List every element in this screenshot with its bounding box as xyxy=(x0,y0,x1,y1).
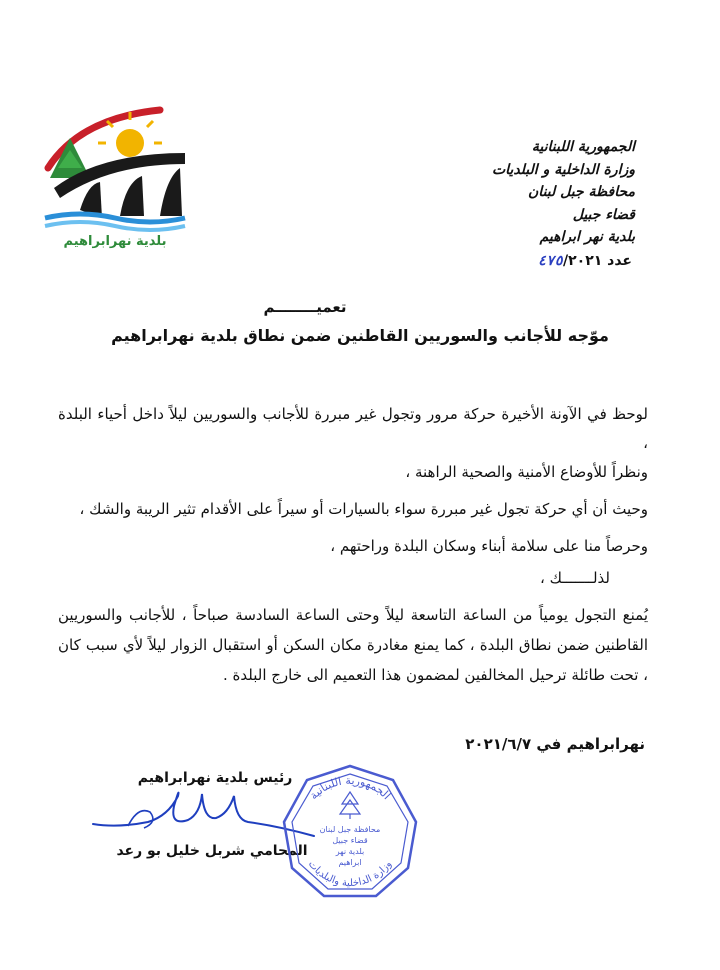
stamp-line: ابراهيم xyxy=(338,858,362,867)
stamp-ring-bottom: وزارة الداخلية والبلديات xyxy=(305,858,395,890)
reference-value: ٤٧٥ xyxy=(537,253,563,269)
stamp-line: بلدية نهر xyxy=(335,847,365,856)
header-line: الجمهورية اللبنانية xyxy=(531,139,635,155)
date-line: نهرابراهيم في ٢٠٢١/٦/٧ xyxy=(465,735,645,753)
document-title: تعميــــــــم xyxy=(263,298,347,316)
header-line: بلدية نهر ابراهيم xyxy=(539,229,635,245)
reference-label: عدد xyxy=(607,253,632,269)
signatory-name: المحامي شربل خليل بو رعد xyxy=(116,843,308,859)
header-line: قضاء جبيل xyxy=(572,206,635,223)
stamp-ring-top: الجمهورية اللبنانية xyxy=(307,773,394,803)
document-subtitle: موّجه للأجانب والسوريين القاطنين ضمن نطاق بلدية نهرابراهيم xyxy=(111,326,609,345)
paragraph: وحيث أن أي حركة تجول غير مبررة سواء بالسيارات أو سيراً على الأقدام تثير الريبة والشك ، xyxy=(79,500,648,518)
logo-caption: بلدية نهرابراهيم xyxy=(63,234,167,249)
reference-year: /٢٠٢١ xyxy=(562,253,603,269)
header-line: محافظة جبل لبنان xyxy=(528,184,635,200)
header-line: وزارة الداخلية و البلديات xyxy=(491,161,635,178)
official-stamp xyxy=(280,762,420,902)
decision-paragraph: يُمنع التجول يومياً من الساعة التاسعة ليلاً وحتى الساعة السادسة صباحاً ، للأجانب والسوريين القاطنين ضمن نطاق البلدة ، كما يمنع مغادرة مكان السكن أو استقبال الزوار ليلاً لأي سبب كان ، تحت طائلة ترحيل المخالفين لمضمون هذا التعميم الى خارج البلدة . xyxy=(58,606,648,684)
paragraph: لوحظ في الآونة الأخيرة حركة مرور وتجول غير مبررة للأجانب والسوريين ليلاً داخل أحياء البلدة ، xyxy=(58,405,648,452)
paragraph: وحرصاً منا على سلامة أبناء وسكان البلدة وراحتهم ، xyxy=(330,537,648,555)
paragraph: لذلـــــــك ، xyxy=(539,569,610,587)
paragraph: ونظراً للأوضاع الأمنية والصحية الراهنة ، xyxy=(405,463,648,481)
reference-number xyxy=(538,253,632,269)
stamp-line: قضاء جبيل xyxy=(332,836,368,845)
svg-text:الجمهورية اللبنانية xyxy=(307,774,393,802)
signatory-title: رئيس بلدية نهرابراهيم xyxy=(137,770,293,786)
stamp-line: محافظة جبل لبنان xyxy=(319,825,381,834)
letterhead xyxy=(492,136,635,249)
